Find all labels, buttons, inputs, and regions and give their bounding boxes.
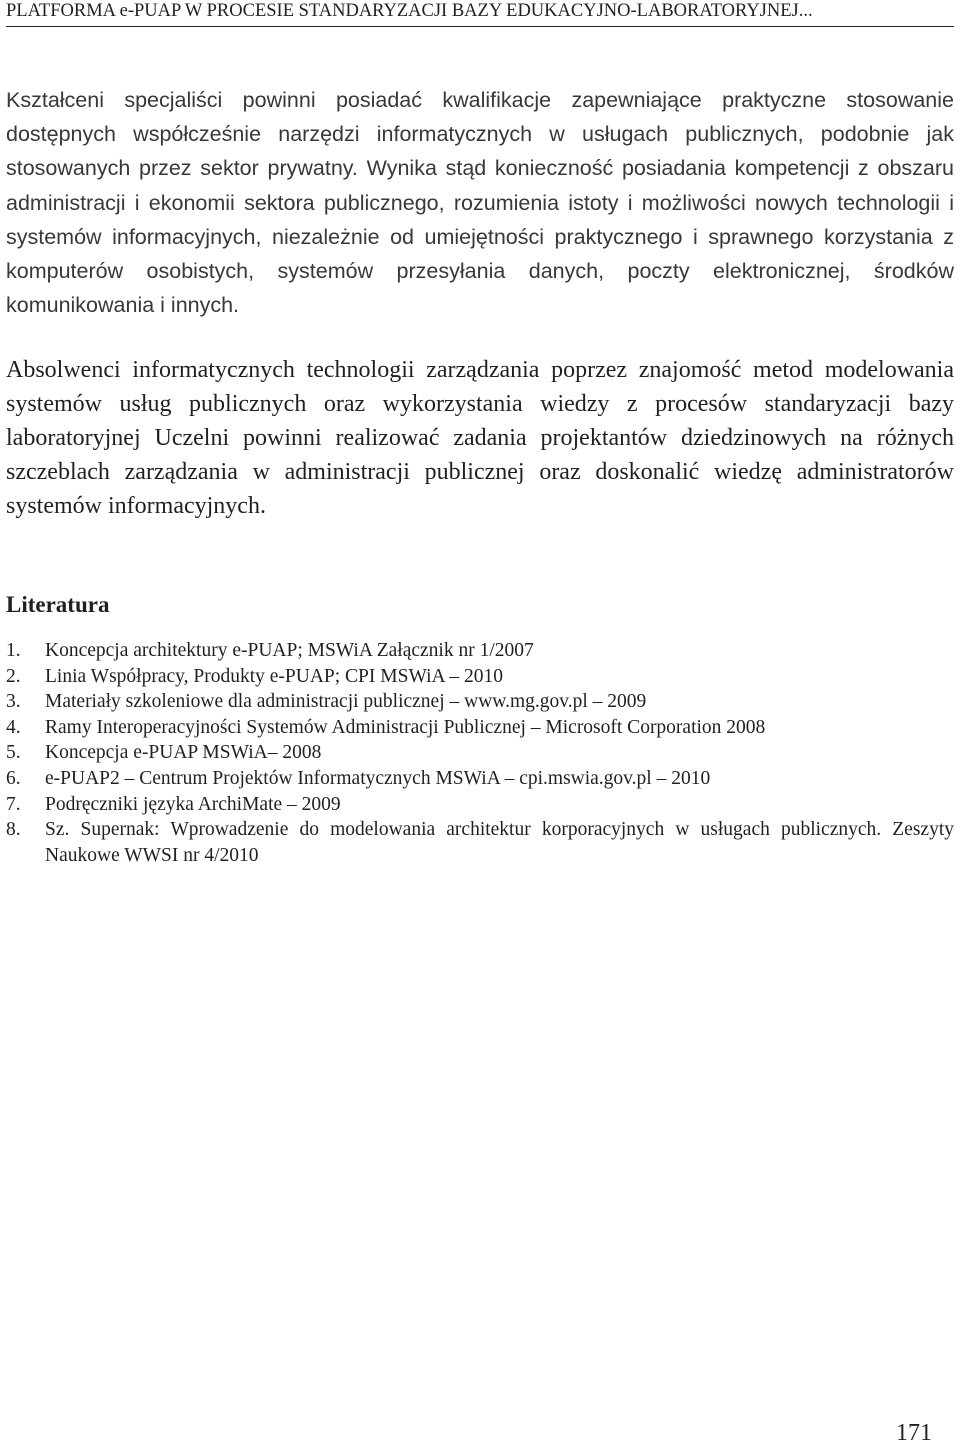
- literature-list: [6, 638, 954, 868]
- literature-item-text: e-PUAP2 – Centrum Projektów Informatycznych MSWiA – cpi.mswia.gov.pl – 2010: [45, 767, 711, 789]
- literature-item-text: Koncepcja e-PUAP MSWiA– 2008: [45, 742, 322, 764]
- literature-item-number: 5.: [6, 742, 21, 764]
- literature-item-number: 4.: [6, 716, 21, 738]
- literature-item-text: Podręczniki języka ArchiMate – 2009: [45, 793, 341, 815]
- literature-item: [6, 638, 954, 664]
- literature-item-text: Linia Współpracy, Produkty e-PUAP; CPI MSWiA – 2010: [45, 665, 504, 687]
- literature-item: [6, 792, 954, 818]
- literature-item-number: 7.: [6, 793, 21, 815]
- header-rule: [6, 26, 954, 27]
- literature-item-text: Ramy Interoperacyjności Systemów Administracji Publicznej – Microsoft Corporation 2008: [45, 716, 766, 738]
- body-paragraph-2: Absolwenci informatycznych technologii zarządzania poprzez znajomość metod modelowania systemów usług publicznych oraz wykorzystania wiedzy z procesów standaryzacji bazy laboratoryjnej Uczelni powinni realizować zadania projektantów dziedzinowych na różnych szczeblach zarządzania w administracji publicznej oraz doskonalić wiedzę administratorów systemów informacyjnych.: [6, 357, 954, 519]
- page-number: 171: [896, 1420, 932, 1446]
- running-header: PLATFORMA e-PUAP W PROCESIE STANDARYZACJI BAZY EDUKACYJNO-LABORATORYJNEJ...: [6, 1, 813, 21]
- literature-item-text: Materiały szkoleniowe dla administracji publicznej – www.mg.gov.pl – 2009: [45, 691, 647, 713]
- literature-item: [6, 664, 954, 690]
- literature-item-number: 1.: [6, 640, 21, 661]
- literature-heading: Literatura: [6, 592, 110, 617]
- literature-item: [6, 715, 954, 741]
- literature-item-number: 8.: [6, 819, 21, 841]
- literature-item-text: Koncepcja architektury e-PUAP; MSWiA Załącznik nr 1/2007: [45, 640, 534, 661]
- literature-item: [6, 689, 954, 715]
- literature-item-number: 6.: [6, 767, 21, 789]
- literature-item: [6, 740, 954, 766]
- literature-item-number: 3.: [6, 691, 21, 713]
- literature-item: [6, 766, 954, 792]
- literature-item: [6, 817, 954, 868]
- literature-item-number: 2.: [6, 665, 21, 687]
- body-paragraph-1: Kształceni specjaliści powinni posiadać kwalifikacje zapewniające praktyczne stosowanie dostępnych współcześnie narzędzi informatycznych w usługach publicznych, podobnie jak stosowanych przez sektor prywatny. Wynika stąd konieczność posiadania kompetencji z obszaru administracji i ekonomii sektora publicznego, rozumienia istoty i możliwości nowych technologii i systemów informacyjnych, niezależnie od umiejętności praktycznego i sprawnego korzystania z komputerów osobistych, systemów przesyłania danych, poczty elektronicznej, środków komunikowania i innych.: [6, 88, 954, 318]
- literature-item-text: Sz. Supernak: Wprowadzenie do modelowania architektur korporacyjnych w usługach publicznych. Zeszyty Naukowe WWSI nr 4/2010: [45, 819, 954, 866]
